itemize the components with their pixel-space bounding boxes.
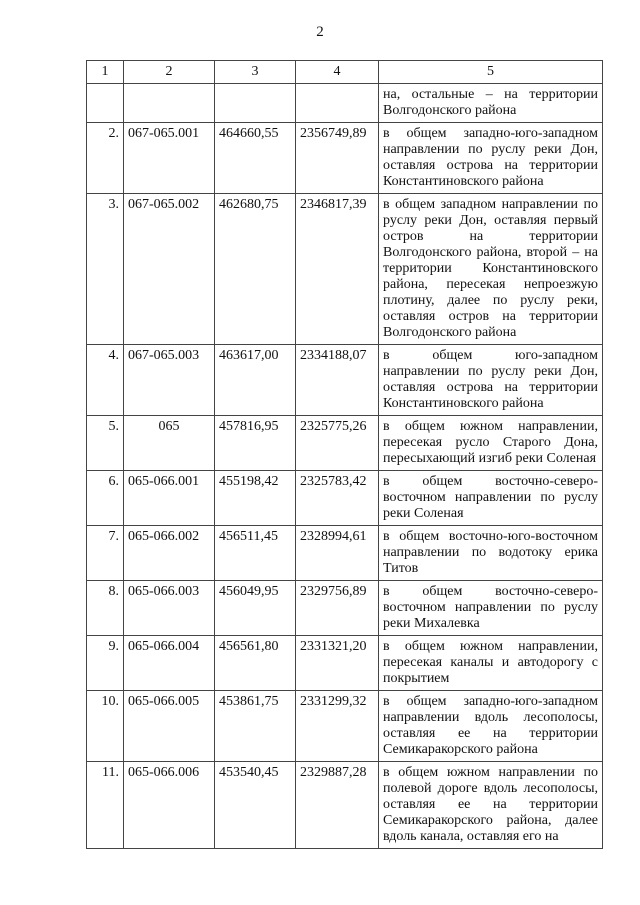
point-code: 065-066.005 [124,691,215,762]
coordinate-x: 455198,42 [215,471,296,526]
table-row [87,123,603,194]
row-number: 8. [87,581,124,636]
point-code: 067-065.001 [124,123,215,194]
coordinate-x: 463617,00 [215,345,296,416]
row-number: 9. [87,636,124,691]
coordinate-y: 2329887,28 [296,762,379,849]
boundary-description: в общем южном направлении по полевой дороге вдоль лесополосы, оставляя ее на территории Семикаракорского района, далее вдоль канала, оставляя его на [379,762,603,849]
coordinate-y: 2328994,61 [296,526,379,581]
coordinate-y: 2334188,07 [296,345,379,416]
header-col-5: 5 [379,61,603,84]
coordinate-x: 456561,80 [215,636,296,691]
row-number: 2. [87,123,124,194]
header-col-1: 1 [87,61,124,84]
table-row [87,581,603,636]
point-code: 065-066.006 [124,762,215,849]
coordinate-x: 462680,75 [215,194,296,345]
coordinate-x: 456049,95 [215,581,296,636]
boundary-description: в общем западном направлении по руслу реки Дон, оставляя первый остров на территории Волгодонского района, второй – на территории Константиновского района, пересекая непроезжую плотину, далее по руслу реки, оставляя остров на территории Волгодонского района [379,194,603,345]
table-row [87,526,603,581]
boundary-description: в общем западно-юго-западном направлении вдоль лесополосы, оставляя ее на территории Семикаракорского района [379,691,603,762]
header-col-2: 2 [124,61,215,84]
row-number: 3. [87,194,124,345]
row-number: 6. [87,471,124,526]
point-code: 065-066.002 [124,526,215,581]
boundary-description: в общем юго-западном направлении по руслу реки Дон, оставляя острова на территории Константиновского района [379,345,603,416]
coordinate-y: 2331299,32 [296,691,379,762]
coordinate-x: 456511,45 [215,526,296,581]
coordinate-y: 2329756,89 [296,581,379,636]
row-number: 10. [87,691,124,762]
coordinate-y: 2331321,20 [296,636,379,691]
row-number: 7. [87,526,124,581]
point-code: 065-066.001 [124,471,215,526]
boundary-description: в общем восточно-юго-восточном направлении по водотоку ерика Титов [379,526,603,581]
table-row [87,345,603,416]
row-number: 11. [87,762,124,849]
coordinate-x: 464660,55 [215,123,296,194]
point-code: 065-066.003 [124,581,215,636]
coordinate-x: 457816,95 [215,416,296,471]
boundary-description: в общем южном направлении, пересекая русло Старого Дона, пересыхающий изгиб реки Соленая [379,416,603,471]
boundary-description: в общем восточно-северо-восточном направлении по руслу реки Михалевка [379,581,603,636]
table-row [87,471,603,526]
point-code: 067-065.002 [124,194,215,345]
coordinate-y: 2325783,42 [296,471,379,526]
table-row [87,762,603,849]
point-code: 065-066.004 [124,636,215,691]
row-number: 5. [87,416,124,471]
boundary-description: в общем западно-юго-западном направлении по руслу реки Дон, оставляя острова на территории Константиновского района [379,123,603,194]
coordinate-x: 453861,75 [215,691,296,762]
boundary-table [86,60,603,849]
boundary-description: в общем восточно-северо-восточном направлении по руслу реки Соленая [379,471,603,526]
page-number: 2 [316,24,324,40]
table-row [87,636,603,691]
table-body [87,123,603,849]
coordinate-x: 453540,45 [215,762,296,849]
coordinate-y: 2356749,89 [296,123,379,194]
row-number: 4. [87,345,124,416]
table-row-continuation [87,84,603,123]
table-row [87,416,603,471]
continuation-text: на, остальные – на территории Волгодонского района [379,84,603,123]
coordinate-y: 2346817,39 [296,194,379,345]
point-code: 067-065.003 [124,345,215,416]
boundary-description: в общем южном направлении, пересекая каналы и автодорогу с покрытием [379,636,603,691]
table-row [87,194,603,345]
header-col-3: 3 [215,61,296,84]
header-col-4: 4 [296,61,379,84]
table-row [87,691,603,762]
table-header-row [87,61,603,84]
point-code: 065 [124,416,215,471]
coordinate-y: 2325775,26 [296,416,379,471]
